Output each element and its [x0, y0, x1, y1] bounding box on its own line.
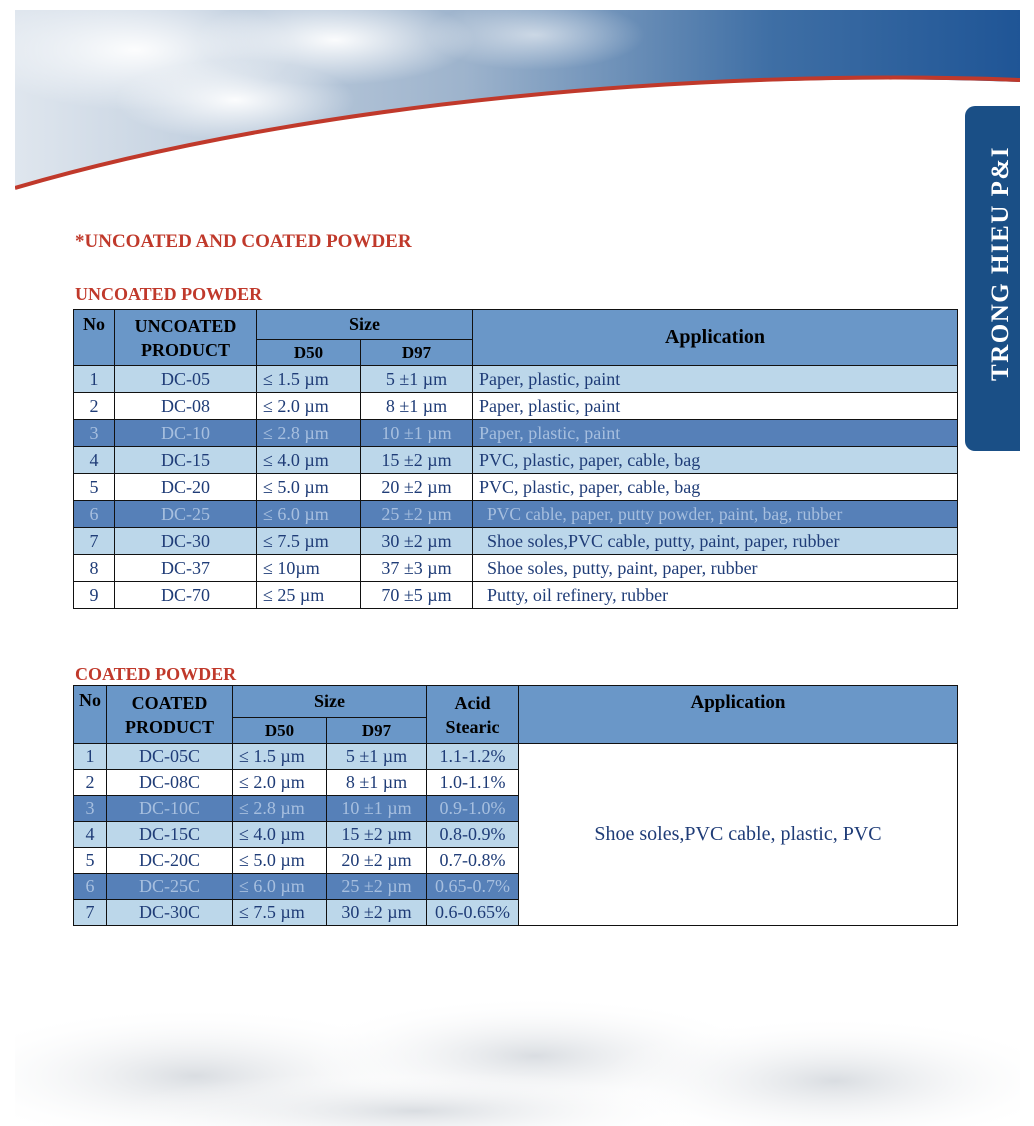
- row-no: 6: [74, 874, 107, 900]
- row-application: Shoe soles,PVC cable, putty, paint, paper, rubber: [473, 528, 958, 555]
- row-application: Putty, oil refinery, rubber: [473, 582, 958, 609]
- header-application: Application: [519, 686, 958, 744]
- row-d97: 8 ±1 µm: [361, 393, 473, 420]
- coated-application-cell: Shoe soles,PVC cable, plastic, PVC: [519, 744, 958, 926]
- row-application: Shoe soles, putty, paint, paper, rubber: [473, 555, 958, 582]
- row-d97: 5 ±1 µm: [361, 366, 473, 393]
- brand-name: TRONG HIEU P&I: [987, 146, 1014, 381]
- table-row: [74, 501, 958, 528]
- row-no: 8: [74, 555, 115, 582]
- header-size: Size: [233, 686, 427, 718]
- row-product: DC-25: [115, 501, 257, 528]
- row-d50: ≤ 1.5 µm: [257, 366, 361, 393]
- row-d50: ≤ 4.0 µm: [233, 822, 327, 848]
- row-acid: 1.1-1.2%: [427, 744, 519, 770]
- row-d97: 5 ±1 µm: [327, 744, 427, 770]
- row-acid: 0.8-0.9%: [427, 822, 519, 848]
- row-no: 2: [74, 770, 107, 796]
- row-no: 1: [74, 744, 107, 770]
- row-d50: ≤ 4.0 µm: [257, 447, 361, 474]
- uncoated-section-title: UNCOATED POWDER: [75, 284, 263, 304]
- row-d97: 15 ±2 µm: [361, 447, 473, 474]
- header-acid-line1: Acid: [454, 692, 491, 713]
- header-no: No: [74, 310, 115, 366]
- header-product: [107, 686, 233, 744]
- row-no: 7: [74, 900, 107, 926]
- coated-section-title: COATED POWDER: [75, 664, 237, 684]
- header-no: No: [74, 686, 107, 744]
- row-no: 5: [74, 848, 107, 874]
- row-no: 4: [74, 822, 107, 848]
- row-product: DC-37: [115, 555, 257, 582]
- row-d97: 15 ±2 µm: [327, 822, 427, 848]
- row-d97: 10 ±1 µm: [361, 420, 473, 447]
- row-acid: 1.0-1.1%: [427, 770, 519, 796]
- row-acid: 0.7-0.8%: [427, 848, 519, 874]
- row-no: 7: [74, 528, 115, 555]
- table-row: [74, 393, 958, 420]
- row-no: 5: [74, 474, 115, 501]
- document-page: [15, 10, 1020, 1126]
- coated-powder-table: [73, 685, 958, 926]
- table-row: [74, 528, 958, 555]
- row-application: PVC cable, paper, putty powder, paint, bag, rubber: [473, 501, 958, 528]
- row-application: PVC, plastic, paper, cable, bag: [473, 447, 958, 474]
- header-product: [115, 310, 257, 366]
- table-row: [74, 474, 958, 501]
- row-d50: ≤ 2.0 µm: [257, 393, 361, 420]
- header-d97: D97: [361, 340, 473, 366]
- header-acid-stearic: [427, 686, 519, 744]
- row-no: 1: [74, 366, 115, 393]
- row-d50: ≤ 6.0 µm: [233, 874, 327, 900]
- row-product: DC-10C: [107, 796, 233, 822]
- row-product: DC-30C: [107, 900, 233, 926]
- row-d97: 30 ±2 µm: [327, 900, 427, 926]
- row-d50: ≤ 7.5 µm: [233, 900, 327, 926]
- row-product: DC-08C: [107, 770, 233, 796]
- coated-table-header: [74, 686, 958, 744]
- uncoated-powder-table: [73, 309, 958, 609]
- row-product: DC-08: [115, 393, 257, 420]
- table-row: [74, 555, 958, 582]
- row-acid: 0.6-0.65%: [427, 900, 519, 926]
- row-d50: ≤ 25 µm: [257, 582, 361, 609]
- row-d50: ≤ 5.0 µm: [257, 474, 361, 501]
- row-acid: 0.65-0.7%: [427, 874, 519, 900]
- table-row: [74, 447, 958, 474]
- row-no: 6: [74, 501, 115, 528]
- row-product: DC-25C: [107, 874, 233, 900]
- header-d50: D50: [233, 718, 327, 744]
- row-no: 2: [74, 393, 115, 420]
- row-d97: 25 ±2 µm: [361, 501, 473, 528]
- page-title: *UNCOATED AND COATED POWDER: [75, 231, 412, 252]
- row-d50: ≤ 2.8 µm: [233, 796, 327, 822]
- row-product: DC-30: [115, 528, 257, 555]
- header-d50: D50: [257, 340, 361, 366]
- row-product: DC-20: [115, 474, 257, 501]
- row-no: 3: [74, 420, 115, 447]
- footer-powder-art: [15, 946, 1020, 1126]
- row-product: DC-15C: [107, 822, 233, 848]
- row-application: Paper, plastic, paint: [473, 420, 958, 447]
- table-row: [74, 744, 958, 770]
- header-product-line1: COATED: [131, 692, 208, 713]
- row-d50: ≤ 5.0 µm: [233, 848, 327, 874]
- row-application: Paper, plastic, paint: [473, 393, 958, 420]
- row-application: PVC, plastic, paper, cable, bag: [473, 474, 958, 501]
- header-acid-line2: Stearic: [445, 716, 500, 737]
- row-product: DC-70: [115, 582, 257, 609]
- header-d97: D97: [327, 718, 427, 744]
- header-application: Application: [473, 310, 958, 366]
- row-product: DC-10: [115, 420, 257, 447]
- header-product-line1: UNCOATED: [134, 315, 237, 336]
- header-size: Size: [257, 310, 473, 340]
- row-application: Paper, plastic, paint: [473, 366, 958, 393]
- row-no: 3: [74, 796, 107, 822]
- row-d50: ≤ 10µm: [257, 555, 361, 582]
- table-row: [74, 582, 958, 609]
- row-d50: ≤ 6.0 µm: [257, 501, 361, 528]
- header-product-line2: PRODUCT: [125, 716, 214, 737]
- row-product: DC-05C: [107, 744, 233, 770]
- row-d50: ≤ 7.5 µm: [257, 528, 361, 555]
- row-d97: 25 ±2 µm: [327, 874, 427, 900]
- row-product: DC-15: [115, 447, 257, 474]
- row-acid: 0.9-1.0%: [427, 796, 519, 822]
- row-d97: 20 ±2 µm: [327, 848, 427, 874]
- table-row: [74, 420, 958, 447]
- brand-side-tab: [965, 106, 1020, 451]
- header-product-line2: PRODUCT: [141, 339, 230, 360]
- table-row: [74, 366, 958, 393]
- row-d97: 20 ±2 µm: [361, 474, 473, 501]
- row-d97: 10 ±1 µm: [327, 796, 427, 822]
- row-d97: 30 ±2 µm: [361, 528, 473, 555]
- row-d97: 70 ±5 µm: [361, 582, 473, 609]
- header-swoosh-art: [15, 10, 1020, 210]
- row-d97: 8 ±1 µm: [327, 770, 427, 796]
- row-d50: ≤ 2.8 µm: [257, 420, 361, 447]
- row-no: 4: [74, 447, 115, 474]
- row-d50: ≤ 1.5 µm: [233, 744, 327, 770]
- row-d50: ≤ 2.0 µm: [233, 770, 327, 796]
- row-product: DC-20C: [107, 848, 233, 874]
- uncoated-table-header: [74, 310, 958, 366]
- row-no: 9: [74, 582, 115, 609]
- row-product: DC-05: [115, 366, 257, 393]
- row-d97: 37 ±3 µm: [361, 555, 473, 582]
